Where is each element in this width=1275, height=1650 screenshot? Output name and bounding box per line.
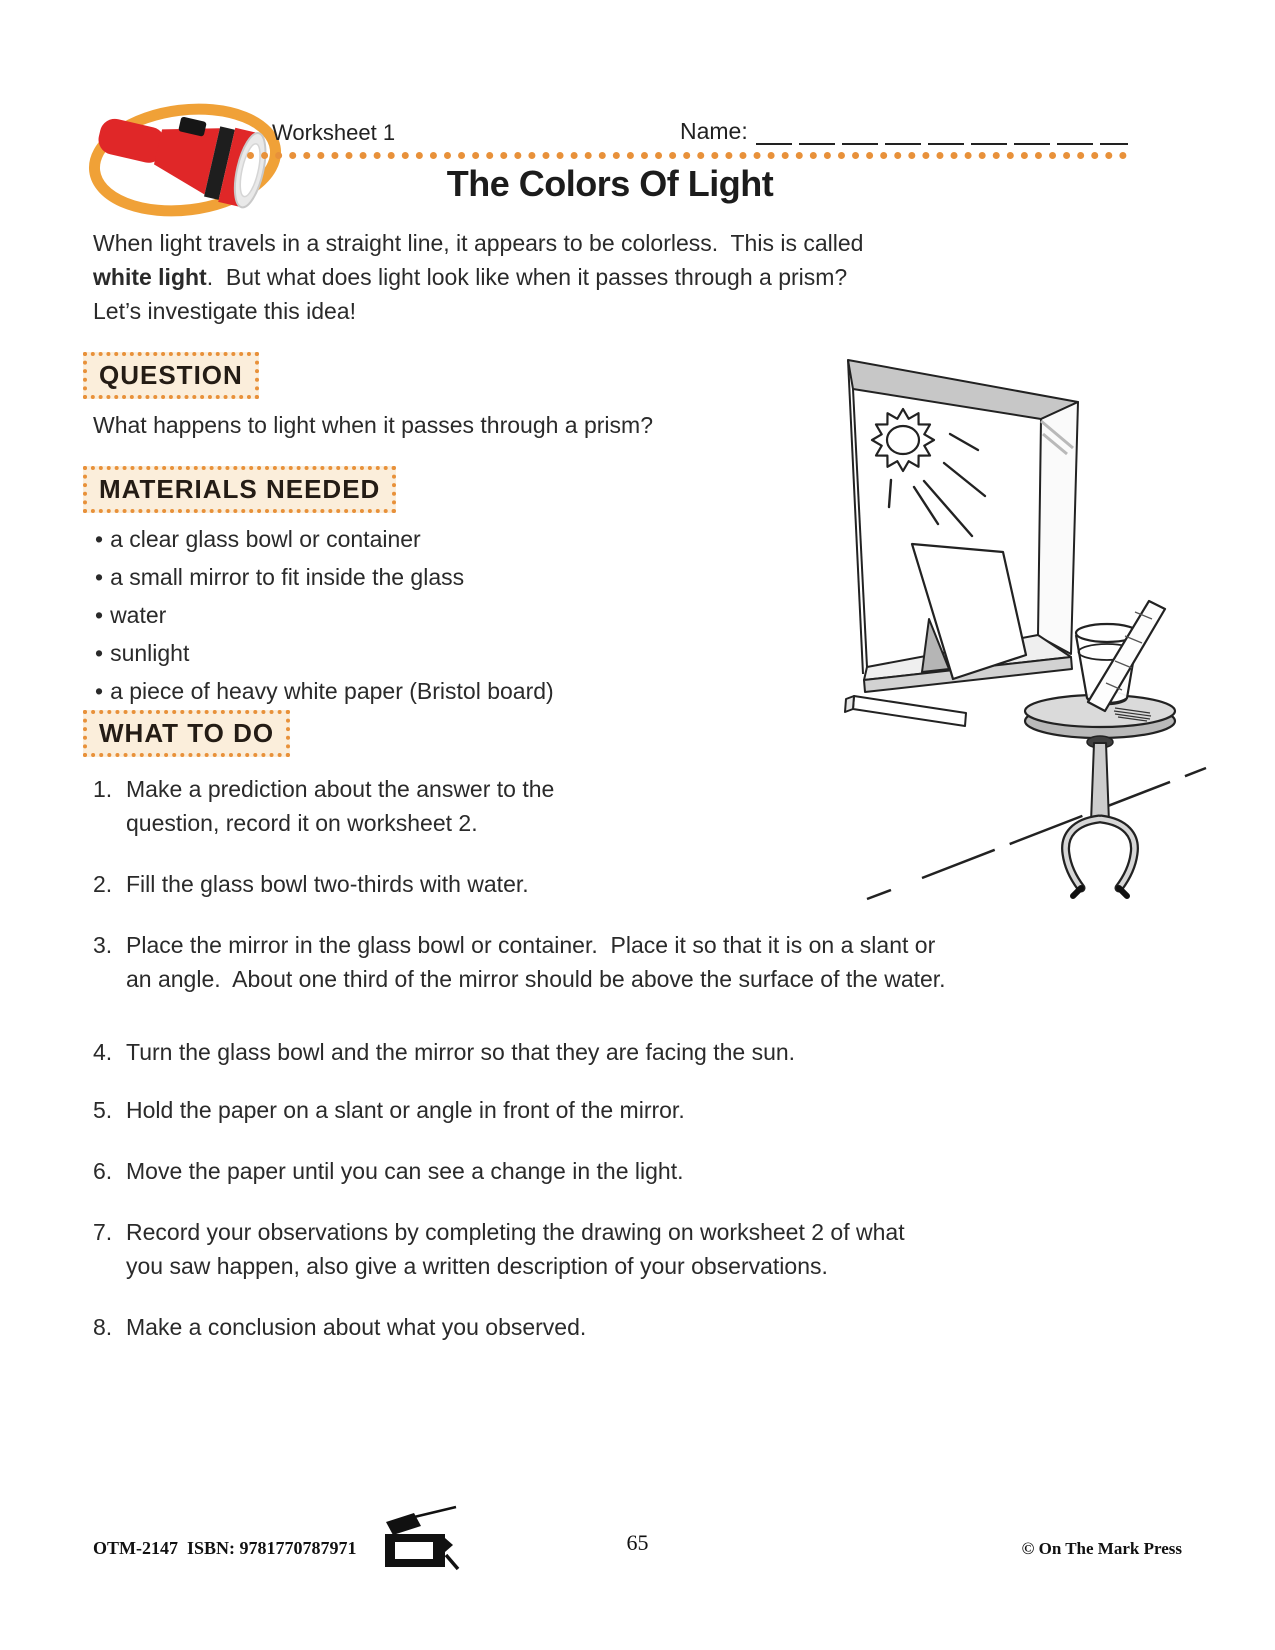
name-row [680, 118, 1128, 145]
copyright: © On The Mark Press [1021, 1539, 1182, 1558]
name-label: Name: [680, 118, 748, 144]
step-item: 3. Place the mirror in the glass bowl or container. Place it so that it is on a slant or an angle. About one third of the mirror should be above the surface of the water. [93, 932, 946, 992]
materials-heading: MATERIALS NEEDED [83, 466, 396, 513]
intro-bold-term: white light [93, 264, 207, 290]
step-item: 4. Turn the glass bowl and the mirror so that they are facing the sun. [93, 1039, 796, 1065]
what-to-do-section [83, 710, 290, 757]
footer-code: OTM-2147 ISBN: 9781770787971 [93, 1538, 357, 1558]
step-item: 1. Make a prediction about the answer to the question, record it on worksheet 2. [93, 776, 555, 836]
experiment-illustration [770, 322, 1220, 917]
step-item: 5. Hold the paper on a slant or angle in front of the mirror. [93, 1097, 685, 1123]
intro-line1: When light travels in a straight line, it appears to be colorless. This is called [93, 230, 864, 256]
material-item: • a small mirror to fit inside the glass [95, 558, 554, 596]
materials-list [95, 520, 554, 710]
page-number: 65 [626, 1530, 649, 1555]
step-item: 8. Make a conclusion about what you observed. [93, 1314, 587, 1340]
material-item: • water [95, 596, 554, 634]
dotted-divider [247, 152, 1127, 159]
question-text: What happens to light when it passes through a prism? [93, 412, 653, 438]
materials-section [83, 466, 396, 513]
flashlight-logo-icon [85, 88, 285, 233]
worksheet-label: Worksheet 1 [272, 120, 396, 145]
step-item: 6. Move the paper until you can see a change in the light. [93, 1158, 684, 1184]
intro-line2: . But what does light look like when it passes through a prism? [206, 264, 848, 290]
material-item: • sunlight [95, 634, 554, 672]
step-item: 7. Record your observations by completing the drawing on worksheet 2 of what you saw happen, also give a written description of your observations. [93, 1219, 905, 1279]
intro-line3: Let’s investigate this idea! [93, 298, 356, 324]
step-item: 2. Fill the glass bowl two-thirds with water. [93, 871, 529, 897]
material-item: • a piece of heavy white paper (Bristol board) [95, 672, 554, 710]
question-section [83, 352, 259, 399]
page-title: The Colors Of Light [446, 163, 774, 204]
question-heading: QUESTION [83, 352, 259, 399]
intro-paragraph [93, 226, 1073, 328]
what-to-do-heading: WHAT TO DO [83, 710, 290, 757]
name-blank-line [756, 121, 1128, 145]
material-item: • a clear glass bowl or container [95, 520, 554, 558]
